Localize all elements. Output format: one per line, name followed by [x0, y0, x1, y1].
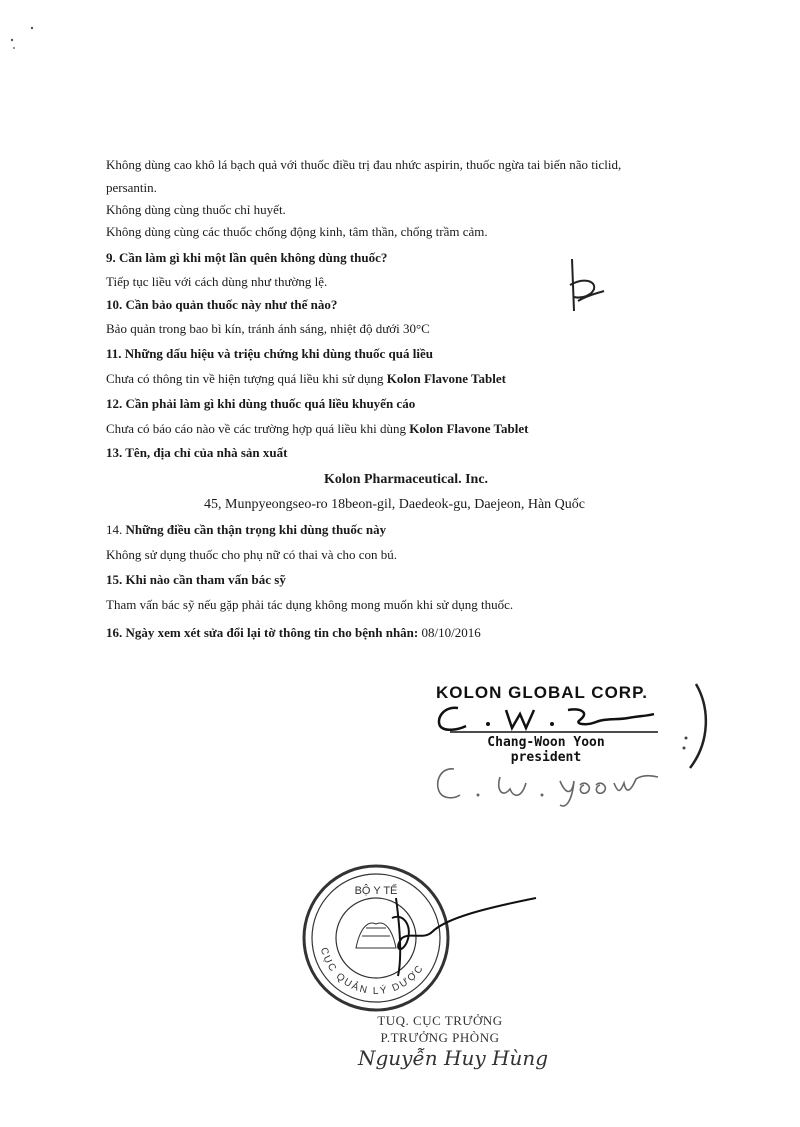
officer-line-1: TUQ. CỤC TRƯỞNG: [377, 1013, 503, 1028]
company-stamp-title: president: [510, 750, 582, 765]
body-line-2: persantin.: [106, 180, 157, 195]
scan-specks: [8, 22, 48, 57]
section-11-heading: 11. Những dấu hiệu và triệu chứng khi dùng thuốc quá liều: [106, 346, 433, 361]
section-10-text: Bảo quản trong bao bì kín, tránh ánh sáng, nhiệt độ dưới 30°C: [106, 321, 430, 336]
company-stamp-signature: [430, 700, 660, 736]
section-15-text: Tham vấn bác sỹ nếu gặp phải tác dụng không mong muốn khi sử dụng thuốc.: [106, 597, 514, 612]
officer-name: Nguyễn Huy Hùng: [358, 1046, 549, 1070]
section-14-heading: [106, 522, 386, 538]
section-16: [106, 625, 481, 641]
section-16-heading: 16. Ngày xem xét sửa đổi lại tờ thông tin cho bệnh nhân:: [106, 625, 419, 640]
section-14-number: 14.: [106, 522, 123, 537]
section-14-title: Những điều cần thận trọng khi dùng thuốc này: [125, 522, 387, 537]
section-12-heading: 12. Cần phải làm gì khi dùng thuốc quá liều khuyến cáo: [106, 396, 416, 411]
officer-line-2: P.TRƯỞNG PHÒNG: [380, 1030, 500, 1045]
official-seal: [296, 858, 556, 1018]
margin-bracket-mark: [676, 678, 716, 778]
section-11-text: [106, 371, 506, 387]
body-line-4: Không dùng cùng các thuốc chống động kinh, tâm thần, chống trầm cảm.: [106, 224, 488, 239]
seal-ring-text: CỤC QUẢN LÝ DƯỢC: [317, 946, 427, 998]
section-14-text: Không sử dụng thuốc cho phụ nữ có thai và cho con bú.: [106, 547, 398, 562]
section-11-product: Kolon Flavone Tablet: [386, 371, 506, 386]
company-stamp-corp: KOLON GLOBAL CORP.: [436, 683, 648, 702]
manufacturer-address: 45, Munpyeongseo-ro 18beon-gil, Daedeok-gu, Daejeon, Hàn Quốc: [204, 497, 586, 512]
margin-initial-mark: [560, 255, 610, 315]
section-15-heading: 15. Khi nào cần tham vấn bác sỹ: [106, 572, 286, 587]
manufacturer-name: Kolon Pharmaceutical. Inc.: [323, 472, 489, 487]
section-9-text: Tiếp tục liều với cách dùng như thường lệ.: [106, 274, 328, 289]
svg-text:CỤC QUẢN LÝ DƯỢC: [318, 946, 427, 997]
section-12-text: [106, 421, 528, 437]
section-11-text-plain: Chưa có thông tin về hiện tượng quá liều khi sử dụng: [106, 371, 387, 386]
seal-top-text: BỘ Y TẾ: [354, 885, 398, 897]
revision-date: 08/10/2016: [421, 625, 481, 640]
section-13-heading: 13. Tên, địa chỉ của nhà sản xuất: [106, 445, 288, 460]
section-12-text-plain: Chưa có báo cáo nào về các trường hợp quá liều khi dùng: [106, 421, 410, 436]
section-9-heading: 9. Cần làm gì khi một lần quên không dùng thuốc?: [106, 250, 388, 265]
section-10-heading: 10. Cần bảo quản thuốc này như thế nào?: [106, 297, 338, 312]
body-line-3: Không dùng cùng thuốc chỉ huyết.: [106, 202, 286, 217]
section-12-product: Kolon Flavone Tablet: [409, 421, 529, 436]
handwritten-signature: [430, 755, 660, 810]
company-stamp-name: Chang-Woon Yoon: [487, 735, 605, 750]
body-line-1: Không dùng cao khô lá bạch quả với thuốc điều trị đau nhức aspirin, thuốc ngừa tai biến não ticlid,: [106, 157, 622, 172]
